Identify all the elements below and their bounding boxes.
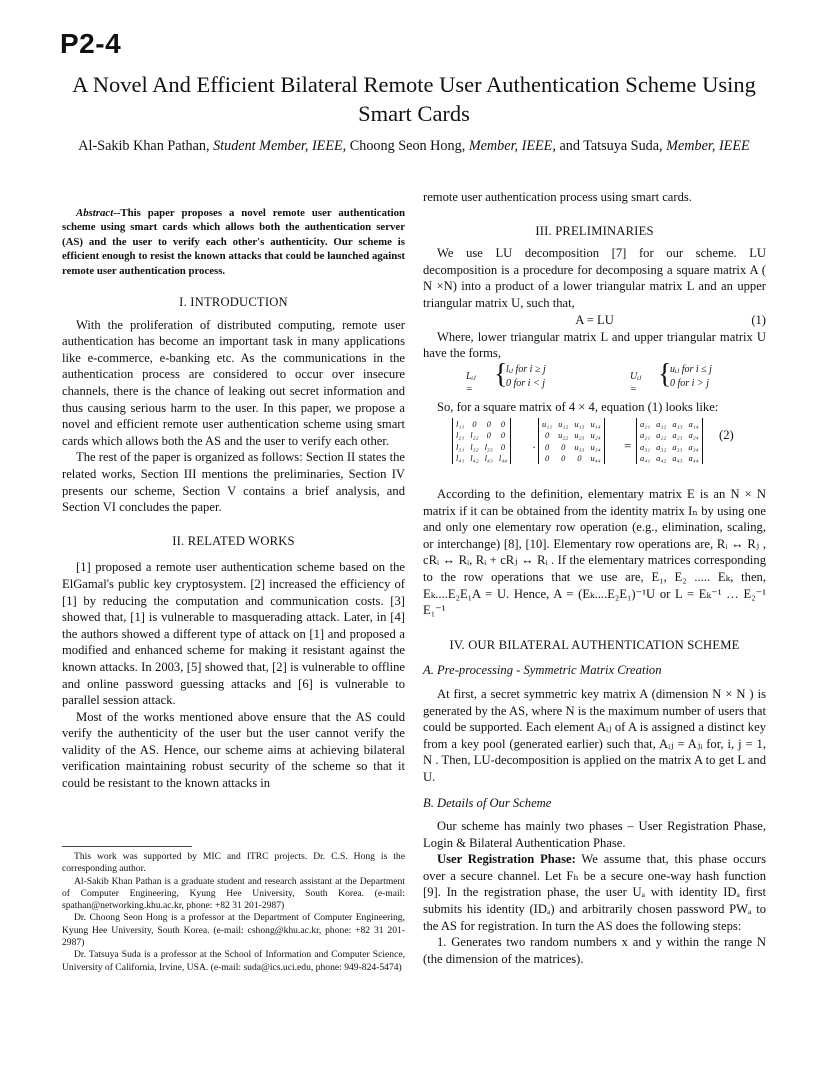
matrix-cell: u₁₁ [542,418,553,429]
piecewise-U-lhs: Uᵢⱼ = [630,371,642,395]
subsection-heading-b: B. Details of Our Scheme [423,795,552,810]
equation-1-number: (1) [751,312,766,327]
subsection-a-paragraph: At first, a secret symmetric key matrix A (dimension N × N ) is generated by the AS, where N is the maximum number of users that could be supported. Each element Aᵢⱼ of A is assigned a distinct key from a key pool (generated earlier) such that, Aᵢⱼ = Aⱼᵢ for, i, j = 1, N . Then, LU-decomposition is applied on the matrix A to get L and U. [423,686,766,784]
author-line [70,137,758,155]
matrix-cell: u₁₄ [590,418,601,429]
matrix-cell: l₄₃ [484,453,493,464]
section-heading-introduction: I. INTRODUCTION [179,295,288,310]
matrix-cell: u₂₃ [574,430,585,441]
matrix-cell: 0 [544,453,550,464]
related-paragraph-1: [1] proposed a remote user authentication scheme based on the ElGamal's public key cryptosystem. [2] increased the efficiency of [1] by reducing the computation and communication costs. [3] showed that, [1] is vulnerable to masquerading attack. Later, in [4] the authors showed a different type of attack on [1] and proposed a modified and enhanced scheme for making it resistant against the known attacks. In 2003, [5] showed that, [2] is vulnerable to offline and online password guessing attacks and [6] is vulnerable to parallel session attack. [62,560,405,708]
author-2: Choong Seon Hong, [349,138,466,154]
matrix-row [453,441,511,453]
matrix-cell: 0 [544,441,550,452]
matrix-cell: a₃₃ [672,441,683,452]
prelim-paragraph-3: So, for a square matrix of 4 × 4, equation (1) looks like: [437,400,719,414]
prelim-paragraph-3-wrap [423,399,766,416]
matrix-row [453,418,511,430]
matrix-cell: l₃₂ [470,441,479,452]
matrix-cell: 0 [472,418,477,429]
matrix-cell: a₃₁ [640,441,651,452]
matrix-cell: u₄₄ [590,453,601,464]
matrix-U [538,418,605,464]
matrix-cell: a₃₂ [656,441,667,452]
matrix-cell: a₄₁ [640,453,651,464]
footnote-rule [62,846,192,847]
matrix-cell: a₁₄ [688,418,699,429]
piecewise-L-brace: { [494,359,508,390]
matrix-cell: a₂₄ [688,430,699,441]
matrix-cell: a₃₄ [688,441,699,452]
matrix-row [453,453,511,465]
right-column-top [423,189,766,362]
matrix-cell: u₁₂ [558,418,569,429]
right-column-bottom [423,486,766,967]
matrix-row [637,430,703,442]
matrix-cell: l₁₁ [456,418,465,429]
matrix-cell: a₄₂ [656,453,667,464]
footnote-author-2: Dr. Choong Seon Hong is a professor at the Department of Computer Engineering, Kyung Hee University, South Korea. (e-mail: cshong@khu.ac.kr, phone: +82 31 201-2987) [62,912,405,949]
matrix-cell: 0 [577,453,582,464]
matrix-cell: u₂₂ [558,430,569,441]
matrix-cell: l₄₁ [456,453,465,464]
matrix-cell: a₁₂ [656,418,667,429]
section-heading-scheme: IV. OUR BILATERAL AUTHENTICATION SCHEME [449,637,740,652]
matrix-cell: u₁₃ [574,418,585,429]
matrix-row [539,430,605,442]
matrix-cell: a₄₄ [688,453,699,464]
footnote-author-3: Dr. Tatsuya Suda is a professor at the School of Information and Computer Science, University of California, Irvine, USA. (e-mail: suda@ics.uci.edu, phone: 949-824-5474) [62,949,405,973]
matrix-row [637,441,703,453]
matrix-row [539,441,605,453]
matrix-cell: u₃₄ [590,441,601,452]
footnotes [62,851,405,974]
matrix-cell: 0 [500,418,506,429]
matrix-row [637,418,703,430]
matrix-cell: a₂₂ [656,430,667,441]
intro-paragraph-1: With the proliferation of distributed computing, remote user authentication has become an important task in many applications like e-commerce, e-banking etc. As the communications in the authentication process are considered to occur over insecure channels, there is the chance of leaking out secret information and thus causing serious harm to the user. In this paper, we propose a novel and efficient remote user authentication scheme using smart cards which allows both the AS and the user to verify each other. [62,317,405,448]
matrix-row [453,430,511,442]
matrix-row [539,418,605,430]
author-3-role: Member, IEEE [666,138,750,154]
matrix-cell: l₄₂ [470,453,479,464]
matrix-cell: l₂₂ [470,430,479,441]
footnote-author-1: Al-Sakib Khan Pathan is a graduate student and research assistant at the Department of Computer Engineering, Kyung Hee University, South Korea. (e-mail: spathan@networking.khu.ac.kr, phone: +82 31 201-2987) [62,875,405,912]
matrix-row [539,453,605,465]
related-paragraph-2: Most of the works mentioned above ensure that the AS could verify the authenticity of the user but the user cannot verify the validity of the AS. Hence, our scheme aims at achieving bilateral verification maintaining robust security of the scheme so that it could be resistant to the known attacks in [62,709,405,791]
piecewise-L-case-2: 0 for i < j [506,378,545,389]
prelim-paragraph-4: According to the definition, elementary matrix E is an N × N matrix if it can be obtained from the identity matrix Iₙ by using one and only one elementary row operation (e.g., elimination, scaling, or interchange) [8], [10]. Elementary row operations are, Rᵢ ↔ Rⱼ , cRᵢ ↔ Rᵢ, Rᵢ + cRⱼ ↔ Rᵢ . If the elementary matrices corresponding to the row operations that we use are, E₁, E₂ ..... Eₖ, then, Eₖ....E₂E₁A = U. Hence, A = (Eₖ....E₂E₁)⁻¹U or L = Eₖ⁻¹ … E₂⁻¹ E₁⁻¹ [423,487,766,618]
equation-1 [423,312,766,329]
matrix-cell: 0 [500,441,506,452]
matrix-cell: 0 [486,430,491,441]
matrix-cell: 0 [500,430,506,441]
abstract-label: Abstract [76,207,114,219]
prelim-paragraph-1: We use LU decomposition [7] for our scheme. LU decomposition is a procedure for decomposing a square matrix A ( N ×N) into a product of a lower triangular matrix L and an upper triangular matrix U, such that, [423,246,766,310]
matrix-cell: 0 [544,430,550,441]
registration-step-1: 1. Generates two random numbers x and y within the range N (the dimension of the matrices). [423,935,766,966]
author-1-role: Student Member, IEEE, [213,138,347,154]
left-column [62,206,405,792]
author-1: Al-Sakib Khan Pathan, [78,138,210,154]
piecewise-L-case-1: lᵢⱼ for i ≥ j [506,364,546,375]
intro-paragraph-2: The rest of the paper is organized as follows: Section II states the related works, Section III mentions the preliminaries, Section IV presents our scheme, Section V contains a brief analysis, and Section VI concludes the paper. [62,450,405,515]
matrix-cell: a₁₁ [640,418,651,429]
matrix-cell: a₂₃ [672,430,683,441]
matrix-cell: 0 [561,441,566,452]
matrix-A [636,418,703,464]
section-heading-preliminaries: III. PRELIMINARIES [535,223,654,238]
paper-id: P2-4 [60,28,122,59]
matrix-cell: l₂₁ [456,430,465,441]
footnote-funding: This work was supported by MIC and ITRC projects. Dr. C.S. Hong is the corresponding author. [62,851,405,875]
author-3: and Tatsuya Suda, [559,138,663,154]
matrix-cell: l₄₄ [498,453,508,464]
matrix-cell: a₄₃ [672,453,683,464]
matrix-cell: l₃₃ [484,441,493,452]
matrix-dot: · [532,440,536,454]
equation-2-number: (2) [719,428,734,442]
equation-1-body: A = LU [575,312,614,327]
piecewise-U-case-2: 0 for i > j [670,378,709,389]
abstract [62,206,405,278]
matrix-cell: l₃₁ [456,441,465,452]
author-2-role: Member, IEEE, [468,138,556,154]
matrix-equals: = [624,438,632,453]
registration-text: We assume that, this phase occurs over a secure channel. Let Fₕ be a secure one-way hash function [9]. In the registration phase, the user Uₐ with identity IDₐ first submits his identity (IDₐ) and arbitrarily chosen password PWₐ to the AS for registration. In turn the AS does the following steps: [423,852,766,933]
piecewise-L-lhs: Lᵢⱼ = [466,371,476,395]
prelim-paragraph-2: Where, lower triangular matrix L and upper triangular matrix U have the forms, [423,329,766,361]
matrix-cell: u₂₄ [590,430,601,441]
piecewise-U-brace: { [658,359,672,390]
matrix-cell: a₂₁ [640,430,651,441]
matrix-cell: u₃₃ [574,441,585,452]
matrix-L [452,418,511,464]
paper-title: A Novel And Efficient Bilateral Remote User Authentication Scheme Using Smart Cards [72,72,756,126]
registration-label: User Registration Phase: [437,852,576,867]
registration-paragraph [423,851,766,934]
matrix-cell: a₁₃ [672,418,683,429]
matrix-cell: 0 [561,453,566,464]
subsection-heading-a: A. Pre-processing - Symmetric Matrix Creation [423,663,662,678]
matrix-row [637,453,703,465]
abstract-text: --This paper proposes a novel remote user authentication scheme using smart cards which allows both the authentication server (AS) and the user to verify each other's authenticity. Our scheme is efficient enough to resist the known attacks that could be launched against remote user authentication process. [62,207,405,277]
section-heading-related-works: II. RELATED WORKS [172,533,295,548]
subsection-b-paragraph: Our scheme has mainly two phases – User Registration Phase, Login & Bilateral Authentication Phase. [423,819,766,850]
piecewise-U-case-1: uᵢⱼ for i ≤ j [670,364,712,375]
matrix-cell: 0 [486,418,491,429]
continued-text: remote user authentication process using smart cards. [423,190,692,204]
